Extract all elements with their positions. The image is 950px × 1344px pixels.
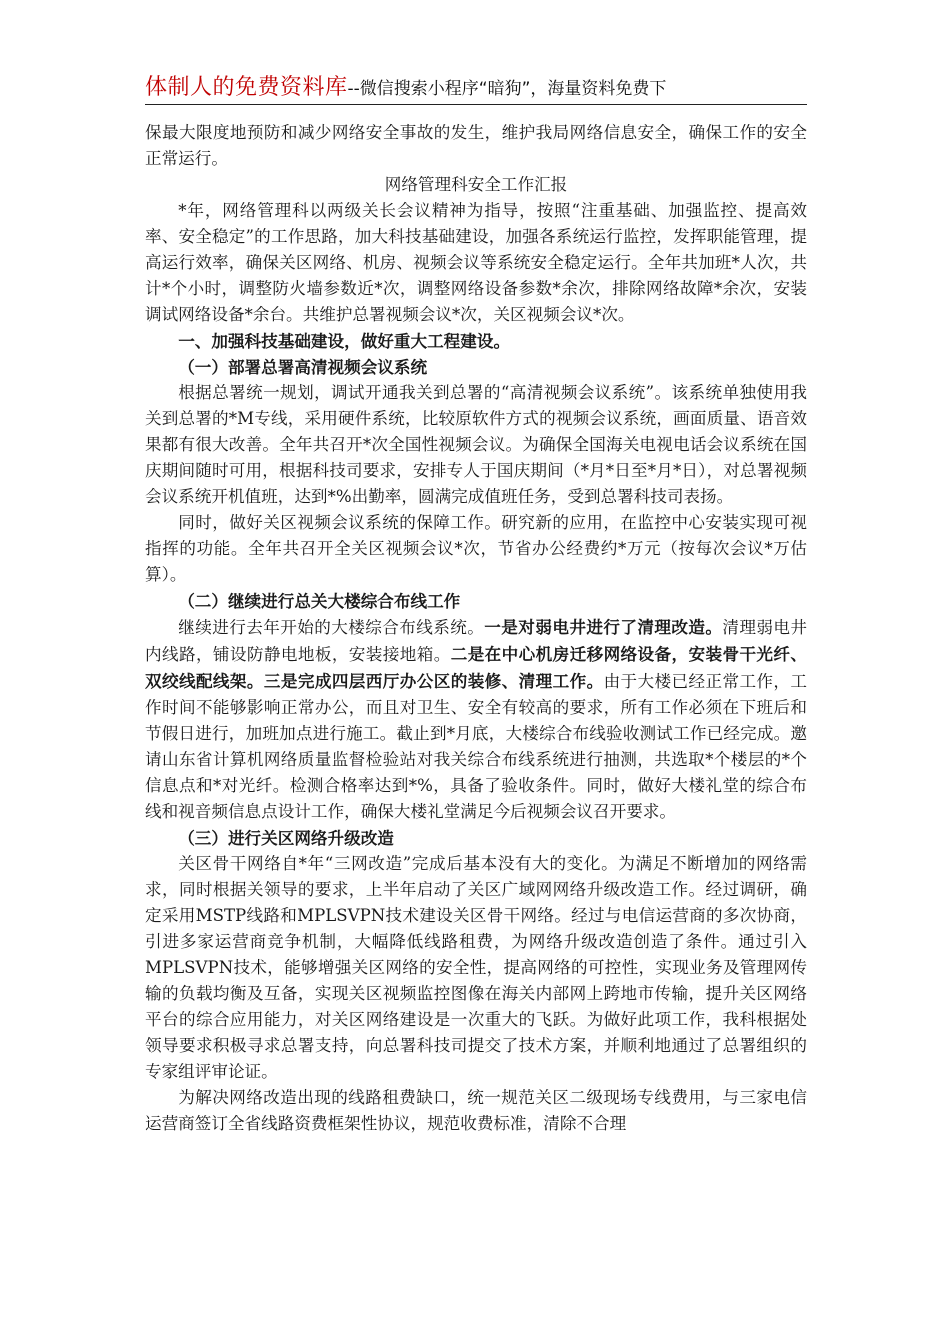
subsection-heading-3: （三）进行关区网络升级改造	[178, 828, 394, 848]
document-body	[145, 120, 807, 1137]
summary-paragraph: *年，网络管理科以两级关长会议精神为指导，按照“注重基础、加强监控、提高效率、安全稳定”的工作思路，加大科技基础建设，加强各系统运行监控，发挥职能管理，提高运行效率，确保关区网络、机房、视频会议等系统安全稳定运行。全年共加班*人次，共计*个小时，调整防火墙参数近*次，调整网络设备参数*余次，排除网络故障*余次，安装调试网络设备*余台。共维护总署视频会议*次，关区视频会议*次。	[145, 201, 807, 324]
regional-video-paragraph: 同时，做好关区视频会议系统的保障工作。研究新的应用，在监控中心安装实现可视指挥的功能。全年共召开全关区视频会议*次，节省办公经费约*万元（按每次会议*万估算）。	[145, 513, 807, 584]
cabling-paragraph	[145, 614, 807, 825]
network-upgrade-paragraph: 关区骨干网络自*年“三网改造”完成后基本没有大的变化。为满足不断增加的网络需求，同时根据关领导的要求，上半年启动了关区广域网网络升级改造工作。经过调研，确定采用MSTP线路和MPLSVPN技术建设关区骨干网络。经过与电信运营商的多次协商，引进多家运营商竞争机制，大幅降低线路租费，为网络升级改造创造了条件。通过引入MPLSVPN技术，能够增强关区网络的安全性，提高网络的可控性，实现业务及管理网传输的负载均衡及互备，实现关区视频监控图像在海关内部网上跨地市传输，提升关区网络平台的综合应用能力，对关区网络建设是一次重大的飞跃。为做好此项工作，我科根据处领导要求积极寻求总署支持，向总署科技司提交了技术方案，并顺利地通过了总署组织的专家组评审论证。	[145, 854, 807, 1081]
cabling-text-a: 继续进行去年开始的大楼综合布线系统。	[178, 618, 485, 637]
subsection-heading-1: （一）部署总署高清视频会议系统	[178, 357, 428, 377]
video-conference-paragraph: 根据总署统一规划，调试开通我关到总署的“高清视频会议系统”。该系统单独使用我关到总署的*M专线，采用硬件系统，比较原软件方式的视频会议系统，画面质量、语音效果都有很大改善。全年共召开*次全国性视频会议。为确保全国海关电视电话会议系统在国庆期间随时可用，根据科技司要求，安排专人于国庆期间（*月*日至*月*日），对总署视频会议系统开机值班，达到*%出勤率，圆满完成值班任务，受到总署科技司表扬。	[145, 383, 807, 506]
cabling-text-b: 清理弱电井内线路，铺设防静电地板，安装接地箱。	[145, 618, 808, 664]
header-banner	[145, 70, 807, 105]
line-fee-paragraph: 为解决网络改造出现的线路租费缺口，统一规范关区二级现场专线费用，与三家电信运营商签订全省线路资费框架性协议，规范收费标准，清除不合理	[145, 1088, 807, 1133]
subsection-heading-2: （二）继续进行总关大楼综合布线工作	[178, 591, 461, 611]
section-heading-1: 一、加强科技基础建设，做好重大工程建设。	[178, 331, 511, 351]
banner-tagline: --微信搜索小程序“暗狗”，海量资料免费下	[347, 79, 667, 99]
cabling-bold-a: 一是对弱电井进行了清理改造。	[484, 617, 723, 637]
document-title: 网络管理科安全工作汇报	[384, 175, 568, 194]
cabling-text-c: 由于大楼已经正常工作，工作时间不能够影响正常办公，而且对卫生、安全有较高的要求，所有工作必须在下班后和节假日进行，加班加点进行施工。截止到*月底，大楼综合布线验收测试工作已经完成。邀请山东省计算机网络质量监督检验站对我关综合布线系统进行抽测，共选取*个楼层的*个信息点和*对光纤。检测合格率达到*%，具备了验收条件。同时，做好大楼礼堂的综合布线和视音频信息点设计工作，确保大楼礼堂满足今后视频会议召开要求。	[145, 672, 807, 821]
banner-brand: 体制人的免费资料库	[145, 75, 348, 100]
intro-paragraph: 保最大限度地预防和减少网络安全事故的发生，维护我局网络信息安全，确保工作的安全正常运行。	[145, 123, 807, 168]
cabling-bold-b: 二是在中心机房迁移网络设备，安装骨干光纤、双绞线配线架。三是完成四层西厅办公区的装修、清理工作。	[145, 644, 807, 691]
